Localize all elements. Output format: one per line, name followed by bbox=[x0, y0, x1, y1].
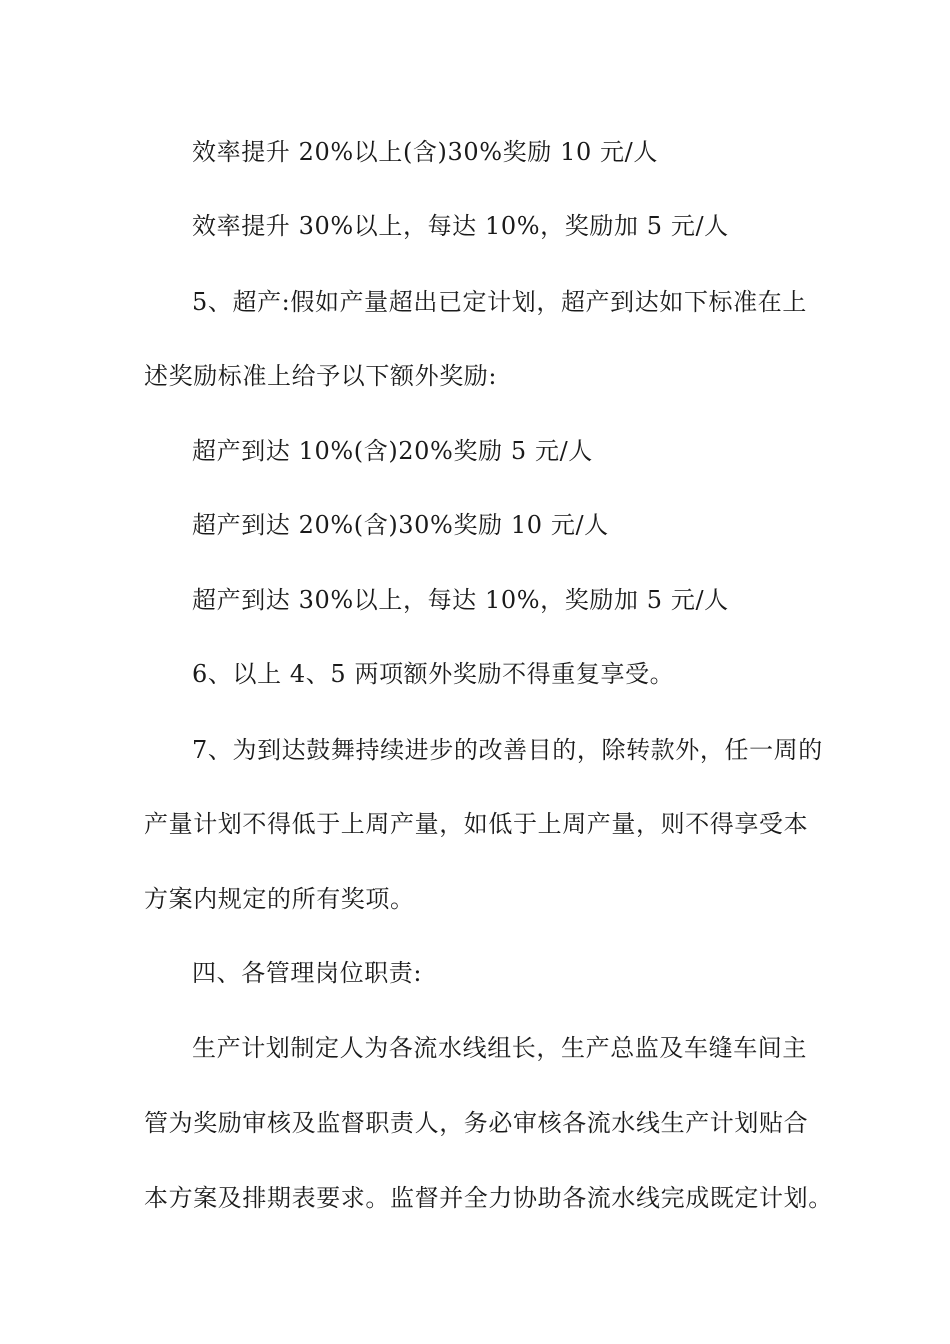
text-line: 效率提升 30%以上，每达 10%，奖励加 5 元/人 bbox=[192, 212, 729, 240]
text-line: 7、为到达鼓舞持续进步的改善目的，除转款外，任一周的 bbox=[192, 736, 823, 764]
text-line: 本方案及排期表要求。监督并全力协助各流水线完成既定计划。 bbox=[144, 1184, 833, 1212]
text-line: 效率提升 20%以上(含)30%奖励 10 元/人 bbox=[192, 138, 658, 166]
text-line: 管为奖励审核及监督职责人，务必审核各流水线生产计划贴合 bbox=[144, 1109, 809, 1137]
text-line: 5、超产:假如产量超出已定计划，超产到达如下标准在上 bbox=[192, 288, 807, 316]
text-line: 方案内规定的所有奖项。 bbox=[144, 885, 415, 913]
text-line: 超产到达 10%(含)20%奖励 5 元/人 bbox=[192, 437, 593, 465]
text-line: 超产到达 30%以上，每达 10%，奖励加 5 元/人 bbox=[192, 586, 729, 614]
text-line: 生产计划制定人为各流水线组长，生产总监及车缝车间主 bbox=[192, 1034, 807, 1062]
text-line: 产量计划不得低于上周产量，如低于上周产量，则不得享受本 bbox=[144, 810, 809, 838]
section-heading: 四、各管理岗位职责: bbox=[192, 959, 423, 987]
text-line: 述奖励标准上给予以下额外奖励: bbox=[144, 362, 498, 390]
text-line: 6、以上 4、5 两项额外奖励不得重复享受。 bbox=[192, 660, 675, 688]
text-line: 超产到达 20%(含)30%奖励 10 元/人 bbox=[192, 511, 609, 539]
